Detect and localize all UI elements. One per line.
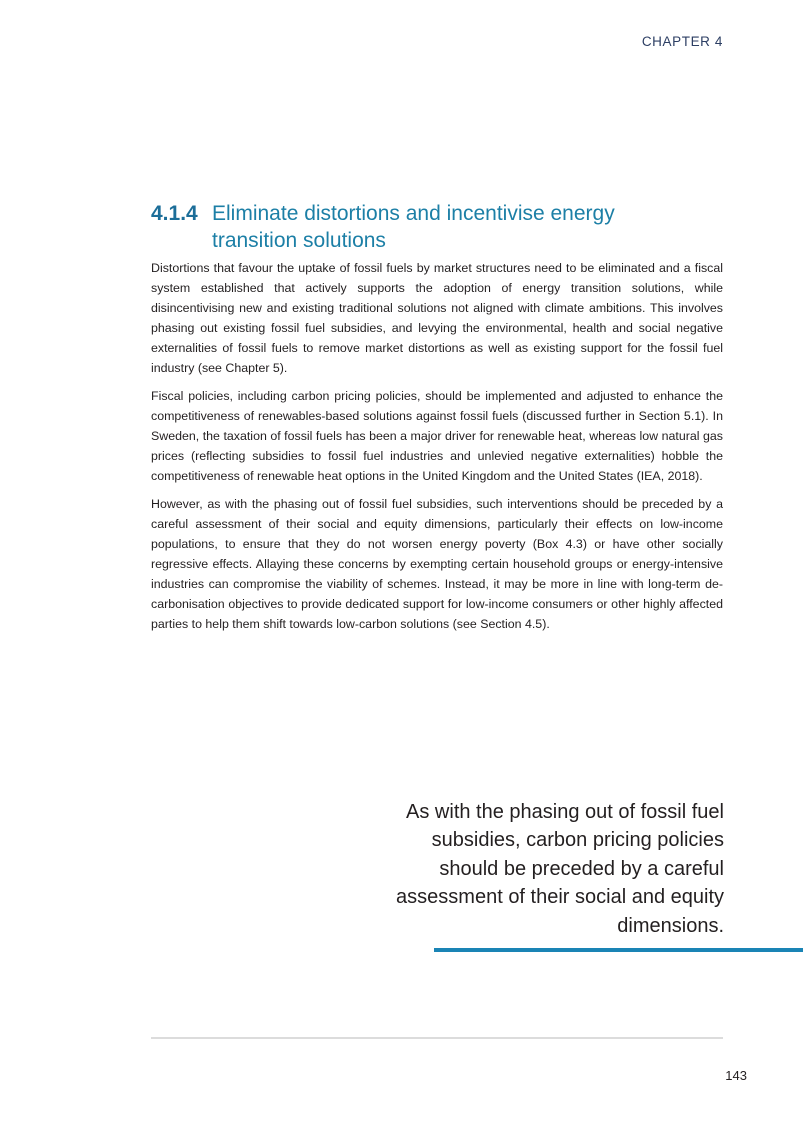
body-text xyxy=(151,258,723,642)
chapter-label: CHAPTER 4 xyxy=(641,34,723,49)
footer-divider xyxy=(151,1037,723,1039)
page-number: 143 xyxy=(725,1068,747,1083)
pull-quote-divider xyxy=(434,948,803,952)
section-heading xyxy=(151,200,671,254)
section-number: 4.1.4 xyxy=(151,202,198,225)
body-paragraph-2: Fiscal policies, including carbon pricing policies, should be implemented and adjusted to enhance the competitiveness of renewables-based solutions against fossil fuels (discussed further in Section 5.1). In Sweden, the taxation of fossil fuels has been a major driver for renewable heat, whereas low natural gas prices (reflecting subsidies to fossil fuel industries and unlevied negative externalities) hobble the competitiveness of renewable heat options in the United Kingdom and the United States (IEA, 2018). xyxy=(151,389,723,483)
body-paragraph-3: However, as with the phasing out of fossil fuel subsidies, such interventions should be preceded by a careful assessment of their social and equity dimensions, particularly their effects on low-income populations, to ensure that they do not worsen energy poverty (Box 4.3) or have other socially regressive effects. Allaying these concerns by exempting certain household groups or energy-intensive industries can compromise the viability of schemes. Instead, it may be more in line with long-term de-carbonisation objectives to provide dedicated support for low-income consumers or other highly affected parties to help them shift towards low-carbon solutions (see Section 4.5). xyxy=(151,497,723,631)
section-title: Eliminate distortions and incentivise energy transition solutions xyxy=(212,202,615,252)
pull-quote: As with the phasing out of fossil fuel subsidies, carbon pricing policies should be preceded by a careful assessment of their social and equity dimensions. xyxy=(396,801,724,937)
body-paragraph-1: Distortions that favour the uptake of fossil fuels by market structures need to be eliminated and a fiscal system established that actively supports the adoption of energy transition solutions, while disincentivising new and existing traditional solutions not aligned with climate ambitions. This involves phasing out existing fossil fuel subsidies, and levying the environmental, health and social negative externalities of fossil fuels to remove market distortions as well as existing support for the fossil fuel industry (see Chapter 5). xyxy=(151,261,723,375)
